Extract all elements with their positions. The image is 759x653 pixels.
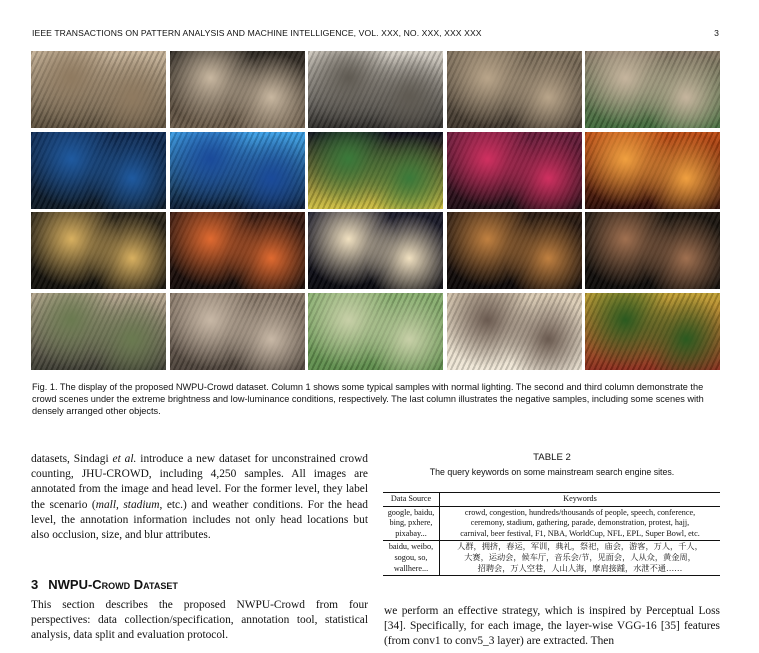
- figure-caption: Fig. 1. The display of the proposed NWPU-Crowd dataset. Column 1 shows some typical samples with normal lighting. The second and third column demonstrate the crowd scenes under the extreme brightness and low-luminance conditions, respectively. The last column illustrates the negative samples, including some scenes with densely arranged other objects.: [32, 382, 704, 416]
- table-cell-keywords: crowd, congestion, hundreds/thousands of people, speech, conference, ceremony, stadium, gathering, parade, demonstration, protest, hajj, carnival, beer festival, F1, NBA, WorldCup, NFL, EPL, Super Bowl, etc.: [440, 506, 721, 541]
- crowd-night-street-photo: [31, 212, 166, 289]
- negative-wildebeest-photo: [31, 293, 166, 370]
- table-label: TABLE 2: [533, 452, 571, 463]
- negative-banquet-hall-photo: [447, 293, 582, 370]
- keywords-table: [383, 492, 720, 576]
- negative-terracotta-photo: [170, 293, 305, 370]
- section-number: 3: [31, 577, 39, 592]
- table-cell-source: google, baidu, bing, pxhere, pixabay...: [383, 506, 440, 541]
- crowd-stadium-photo: [585, 51, 720, 128]
- table-caption-text: The query keywords on some mainstream search engine sites.: [429, 467, 675, 477]
- table-row: [383, 506, 720, 541]
- crowd-orange-event-photo: [585, 132, 720, 209]
- crowd-red-concert-photo: [447, 132, 582, 209]
- section-intro-paragraph: This section describes the proposed NWPU-Crowd from four perspectives: data collection/specification, annotation tool, statistical analysis, data split and evaluation protocol.: [31, 599, 368, 642]
- table-cell-source: baidu, weibo, sogou, so, wallhere...: [383, 541, 440, 576]
- negative-field-photo: [308, 293, 443, 370]
- table-row: [383, 541, 720, 576]
- negative-mosaic-photo: [585, 293, 720, 370]
- section-title: NWPU-Crowd Dataset: [48, 577, 178, 592]
- crowd-night-concert-photo: [308, 212, 443, 289]
- crowd-plaza-photo: [31, 51, 166, 128]
- table-caption: [384, 452, 720, 478]
- crowd-ferris-wheel-photo: [31, 132, 166, 209]
- crowd-cheering-photo: [170, 51, 305, 128]
- crowd-night-market-photo: [170, 212, 305, 289]
- crowd-night-gathering-photo: [447, 212, 582, 289]
- page-number: 3: [714, 28, 719, 38]
- right-column-paragraph: we perform an effective strategy, which is inspired by Perceptual Loss [34]. Specifically, for each image, the layer-wise VGG-16 [35] features (from conv1 to conv5_3 layer) are extracted. Then: [384, 605, 720, 648]
- crowd-stage-photo: [308, 132, 443, 209]
- crowd-night-square-photo: [585, 212, 720, 289]
- crowd-dense-photo: [447, 51, 582, 128]
- left-column-paragraph: datasets, Sindagi et al. introduce a new dataset for unconstrained crowd counting, JHU-CROWD, including 4,250 samples. All images are annotated from the image and head level. For the former level, they label the scenario (mall, stadium, etc.) and weather conditions. For the head level, the annotation information includes not only head locations but also occlusion, size, and blur attributes.: [31, 453, 369, 542]
- table-cell-keywords: 人群，拥挤，春运，军训，典礼，祭祀，庙会，游客，万人，千人， 大赛，运动会，候车厅，音乐会/节，见面会，人从众，黄金周， 招聘会，万人空巷，人山人海，摩肩接踵，水泄不通……: [440, 541, 721, 576]
- table-header-source: Data Source: [383, 493, 440, 507]
- crowd-hall-photo: [308, 51, 443, 128]
- table-header-keywords: Keywords: [440, 493, 721, 507]
- crowd-blue-concert-photo: [170, 132, 305, 209]
- running-header: [32, 28, 719, 40]
- section-heading: [31, 577, 178, 592]
- figure-image-grid: [31, 51, 720, 370]
- journal-title: IEEE TRANSACTIONS ON PATTERN ANALYSIS AND MACHINE INTELLIGENCE, VOL. XXX, NO. XXX, XXX XXX: [32, 28, 482, 38]
